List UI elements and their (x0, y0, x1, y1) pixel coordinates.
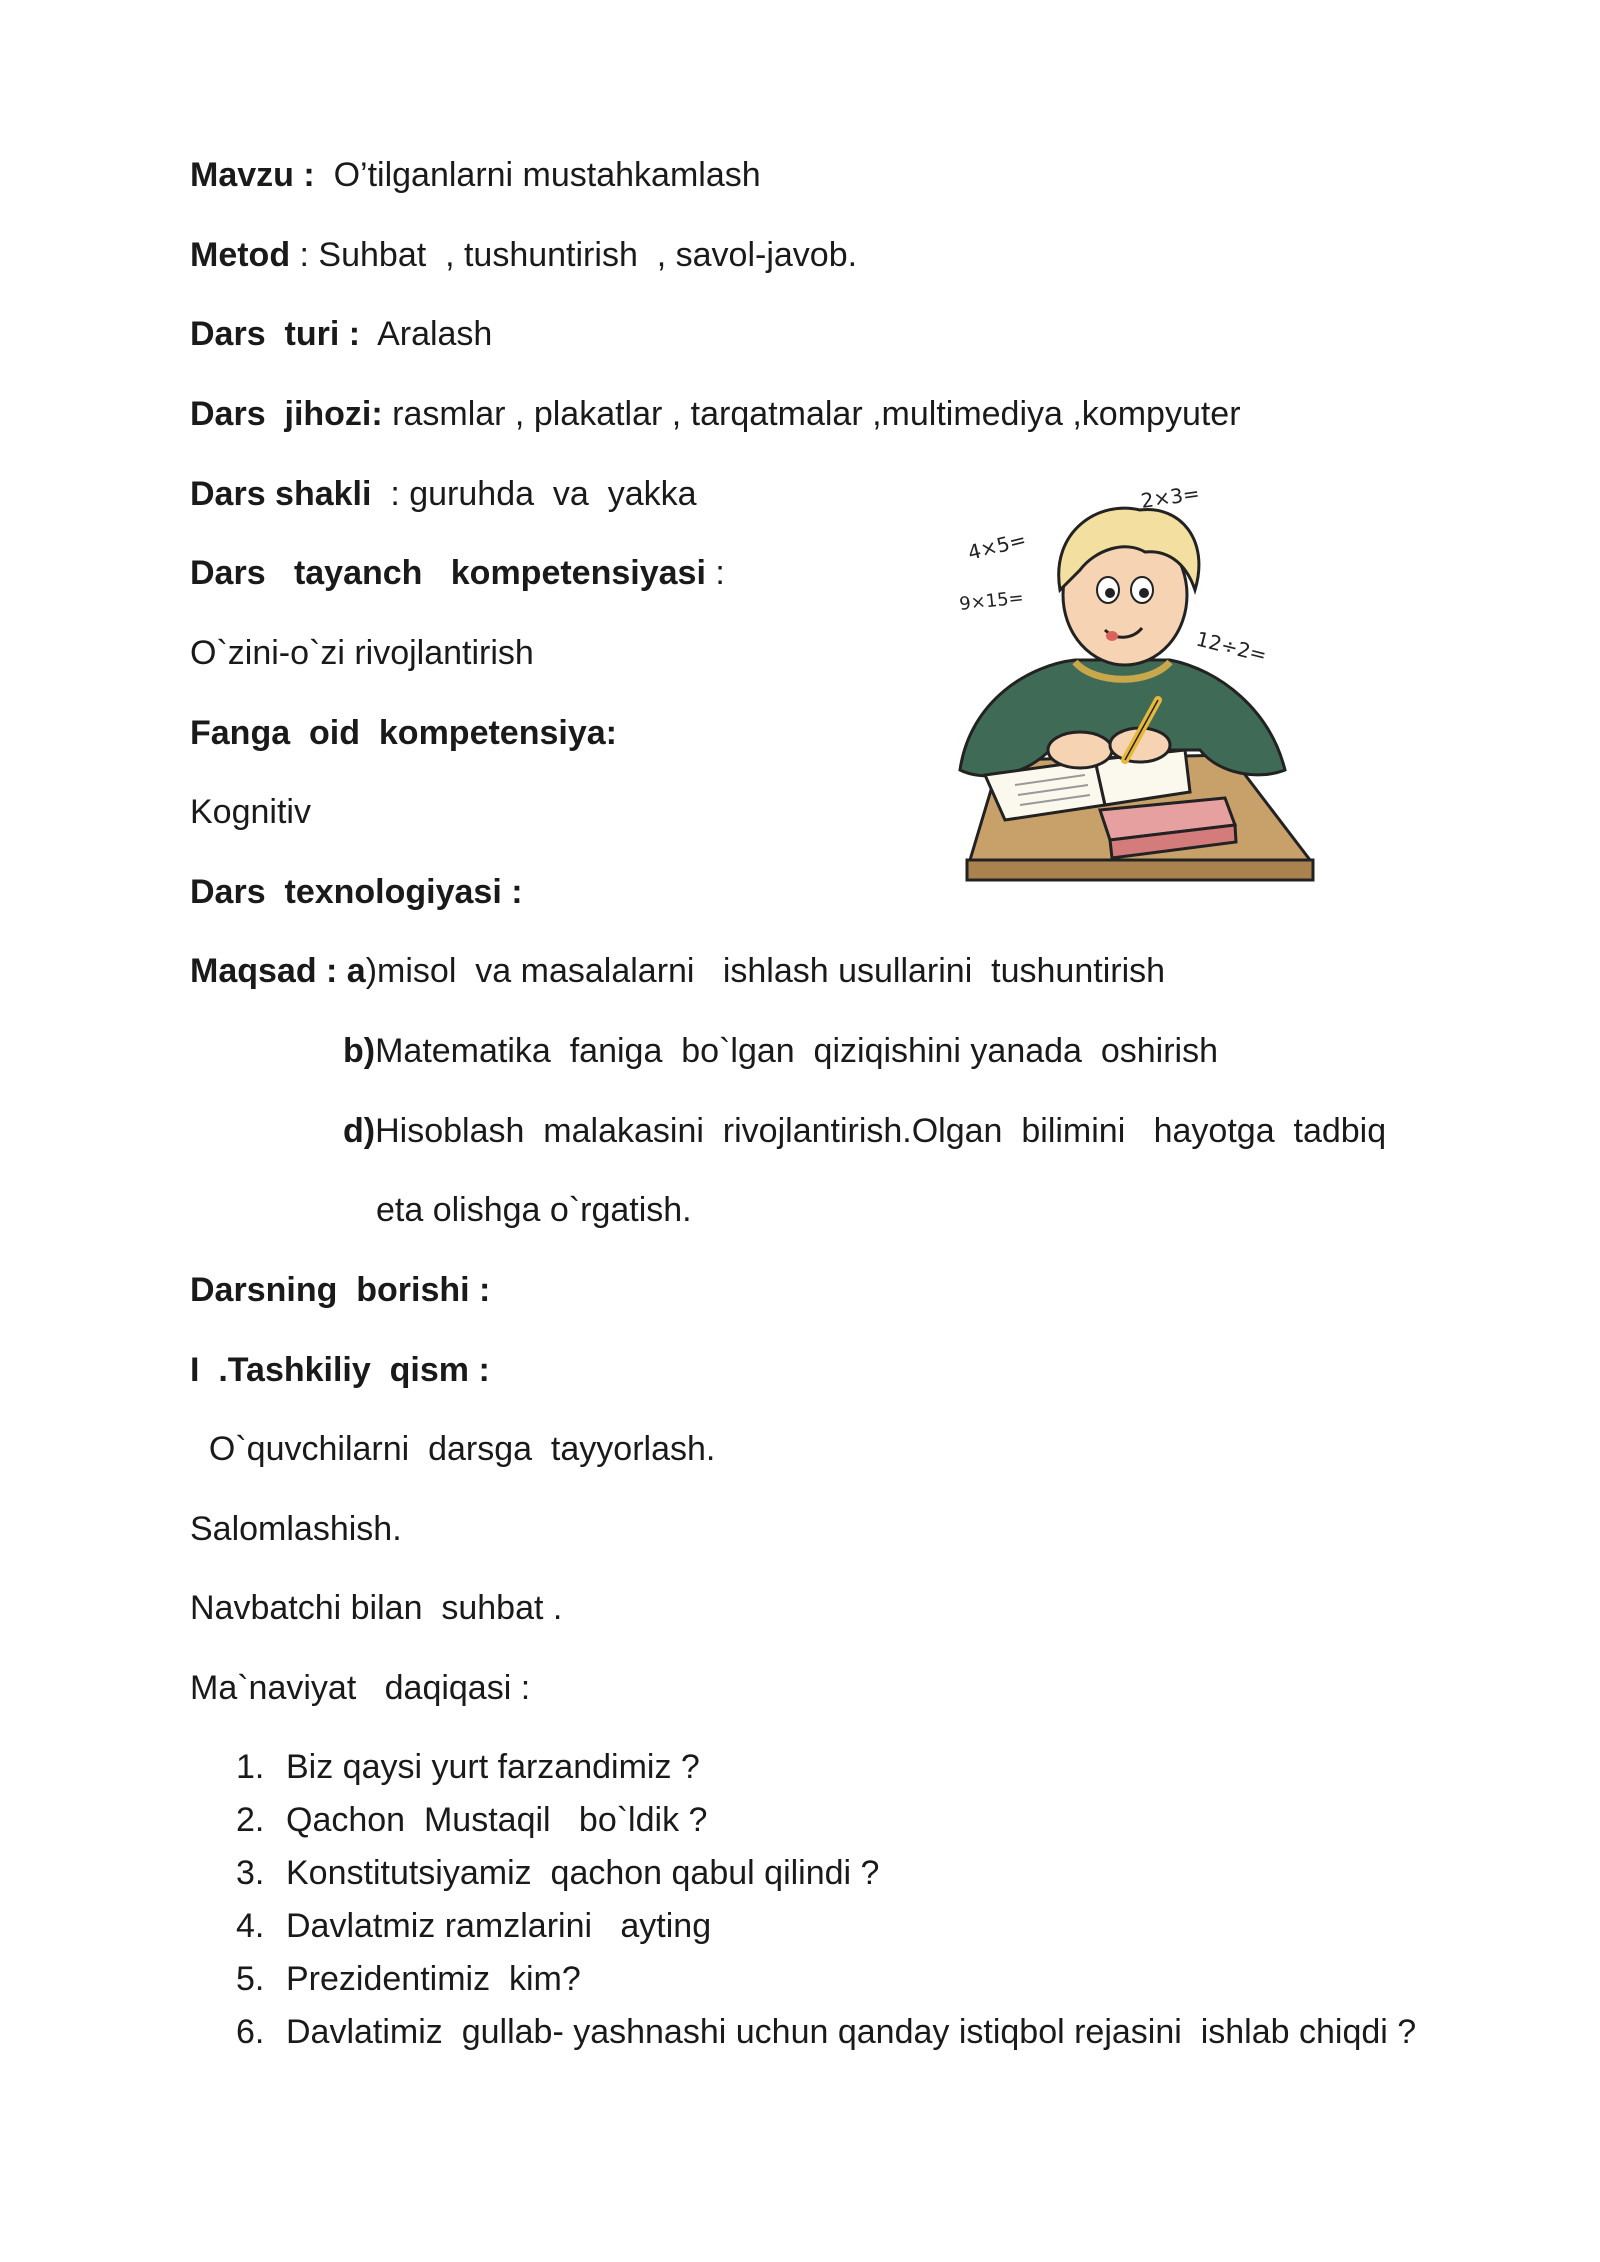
borishi-heading: Darsning borishi : (190, 1271, 491, 1309)
list-item (236, 1853, 1416, 1906)
dars-jihozi-label: Dars jihozi: (190, 395, 383, 433)
maqsad-b: Matematika faniga bo`lgan qiziqishini yanada oshirish (375, 1032, 1219, 1070)
tayanch-label: Dars tayanch kompetensiyasi (190, 554, 706, 592)
tayanch-line (190, 553, 725, 593)
questions-list (236, 1747, 1416, 2065)
list-text: Prezidentimiz kim? (286, 1960, 581, 1998)
maqsad-label: Maqsad : a (190, 952, 366, 990)
dars-shakli-label: Dars shakli (190, 475, 372, 513)
maqsad-b-line (343, 1031, 1218, 1071)
text-line-navbatchi: Navbatchi bilan suhbat . (190, 1589, 563, 1627)
maqsad-a: )misol va masalalarni ishlash usullarini tushuntirish (365, 952, 1166, 990)
dars-turi-line (190, 314, 492, 354)
text-line-tayyorlash: O`quvchilarni darsga tayyorlash. (190, 1430, 716, 1468)
list-item (236, 2012, 1416, 2065)
dars-jihozi-line (190, 394, 1241, 434)
list-number: 5. (236, 1960, 265, 1998)
fanga-value: Kognitiv (190, 793, 311, 831)
dars-shakli-line (190, 474, 697, 514)
metod-line (190, 235, 857, 275)
text-line-manaviyat: Ma`naviyat daqiqasi : (190, 1669, 531, 1707)
metod-value: : Suhbat , tushuntirish , savol-javob. (290, 236, 858, 274)
list-number: 3. (236, 1854, 265, 1892)
list-item (236, 1959, 1416, 2012)
pupil (1105, 588, 1115, 598)
dars-shakli-value: : guruhda va yakka (371, 475, 697, 513)
formula-text: 12÷2= (1193, 626, 1270, 668)
maqsad-d-continuation: eta olishga o`rgatish. (376, 1191, 692, 1229)
texnologiya-label: Dars texnologiyasi : (190, 873, 523, 911)
maqsad-d-line (343, 1111, 1386, 1151)
list-text: Qachon Mustaqil bo`ldik ? (286, 1801, 708, 1839)
mavzu-value: O’tilganlarni mustahkamlash (314, 156, 761, 194)
metod-label: Metod (190, 236, 291, 274)
formula-text: 9×15= (958, 587, 1025, 615)
hand (1048, 732, 1112, 768)
student-doing-math-icon (920, 480, 1320, 900)
maqsad-d: Hisoblash malakasini rivojlantirish.Olgan bilimini hayotga tadbiq (375, 1112, 1387, 1150)
pupil (1139, 588, 1149, 598)
tayanch-colon: : (705, 554, 725, 592)
list-text: Konstitutsiyamiz qachon qabul qilindi ? (286, 1854, 880, 1892)
list-number: 4. (236, 1907, 265, 1945)
maqsad-line (190, 951, 1165, 991)
dars-jihozi-value: rasmlar , plakatlar , tarqatmalar ,multimediya ,kompyuter (382, 395, 1241, 433)
list-number: 2. (236, 1801, 265, 1839)
tashkiliy-heading: I .Tashkiliy qism : (190, 1351, 490, 1389)
dars-turi-value: Aralash (360, 315, 493, 353)
formula-text: 2×3= (1139, 480, 1202, 513)
tongue (1106, 631, 1118, 641)
list-item (236, 1906, 1416, 1959)
maqsad-d-label: d) (343, 1112, 376, 1150)
list-number: 6. (236, 2013, 265, 2051)
desk-edge (967, 860, 1313, 880)
maqsad-b-label: b) (343, 1032, 376, 1070)
list-text: Davlatmiz ramzlarini ayting (286, 1907, 712, 1945)
dars-turi-label: Dars turi : (190, 315, 361, 353)
list-item (236, 1747, 1416, 1800)
list-text: Davlatimiz gullab- yashnashi uchun qanday istiqbol rejasini ishlab chiqdi ? (286, 2013, 1417, 2051)
list-item (236, 1800, 1416, 1853)
tayanch-value: O`zini-o`zi rivojlantirish (190, 634, 534, 672)
mavzu-line (190, 155, 761, 195)
formula-text: 4×5= (965, 527, 1029, 565)
text-line-salomlashish: Salomlashish. (190, 1510, 402, 1548)
list-text: Biz qaysi yurt farzandimiz ? (286, 1748, 700, 1786)
mavzu-label: Mavzu : (190, 156, 315, 194)
fanga-label: Fanga oid kompetensiya: (190, 714, 617, 752)
list-number: 1. (236, 1748, 265, 1786)
